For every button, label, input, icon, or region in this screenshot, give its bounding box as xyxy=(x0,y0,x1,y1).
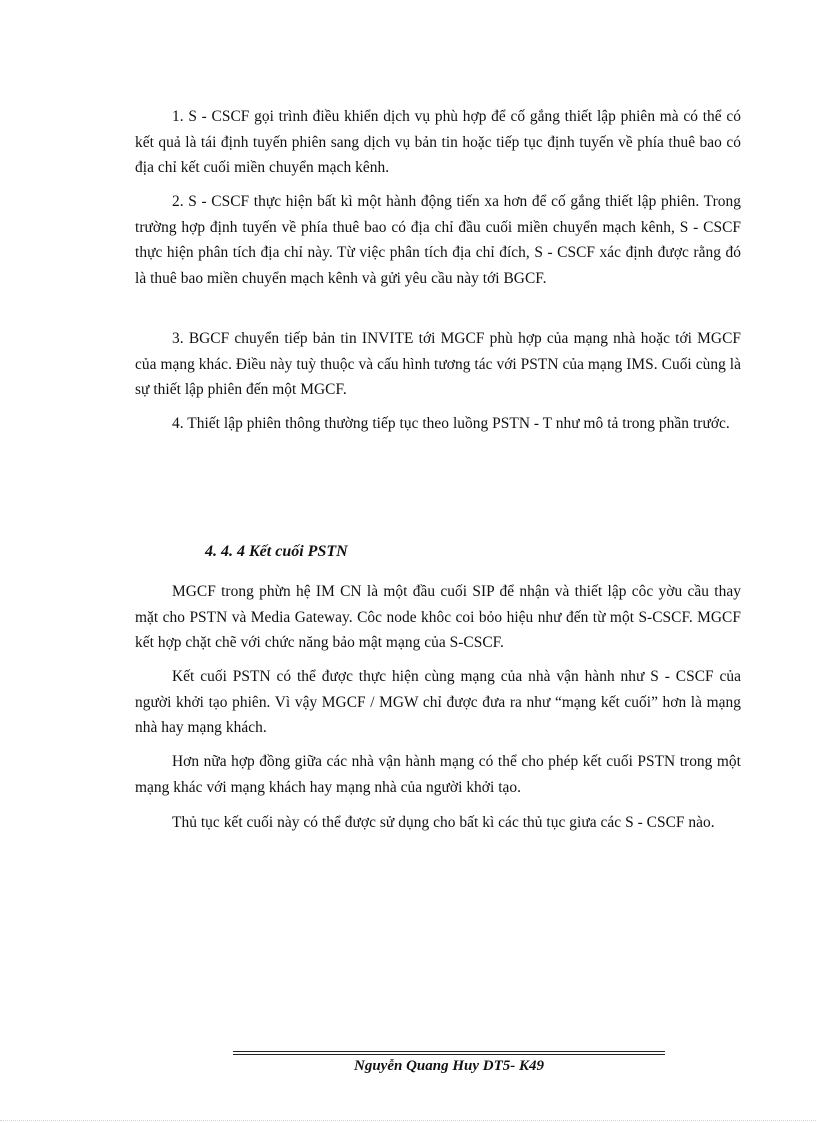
paragraph-step-1: 1. S - CSCF gọi trình điều khiển dịch vụ phù hợp để cố gắng thiết lập phiên mà có thể có kết quả là tái định tuyến phiên sang dịch vụ bản tin hoặc tiếp tục định tuyến về phía thuê bao có địa chỉ kết cuối miền chuyển mạch kênh. xyxy=(135,108,741,177)
paragraph-pstn-termination: Kết cuối PSTN có thể được thực hiện cùng mạng của nhà vận hành như S - CSCF của người khởi tạo phiên. Vì vậy MGCF / MGW chỉ được đưa ra như “mạng kết cuối” hơn là mạng nhà hay mạng khách. xyxy=(135,668,741,737)
paragraph-procedure: Thủ tục kết cuối này có thể được sử dụng cho bất kì các thủ tục giưa các S - CSCF nào. xyxy=(172,814,715,831)
footer-author: Nguyễn Quang Huy DT5- K49 xyxy=(353,1058,544,1074)
paragraph-mgcf: MGCF trong phừn hệ IM CN là một đầu cuối SIP để nhận và thiết lập côc yờu cầu thay mặt cho PSTN và Media Gateway. Côc node khôc coi bỏo hiệu như đến từ một S-CSCF. MGCF kết hợp chặt chẽ với chức năng bảo mật mạng của S-CSCF. xyxy=(135,583,741,652)
paragraph-step-2: 2. S - CSCF thực hiện bất kì một hành động tiến xa hơn để cố gắng thiết lập phiên. Trong trường hợp định tuyến về phía thuê bao có địa chỉ đầu cuối miền chuyển mạch kênh, S - CSCF thực hiện phân tích địa chỉ này. Từ việc phân tích địa chỉ đích, S - CSCF xác định được rằng đó là thuê bao miền chuyển mạch kênh và gửi yêu cầu này tới BGCF. xyxy=(135,193,741,288)
paragraph-operator-contract: Hơn nữa hợp đồng giữa các nhà vận hành mạng có thể cho phép kết cuối PSTN trong một mạng khác với mạng khách hay mạng nhà của người khởi tạo. xyxy=(135,753,741,796)
paragraph-step-3: 3. BGCF chuyển tiếp bản tin INVITE tới MGCF phù hợp của mạng nhà hoặc tới MGCF của mạng khác. Điều này tuỳ thuộc và cấu hình tương tác với PSTN của mạng IMS. Cuối cùng là sự thiết lập phiên đến một MGCF. xyxy=(135,330,741,399)
footer-divider xyxy=(233,1051,665,1055)
section-heading: 4. 4. 4 Kết cuối PSTN xyxy=(205,543,348,560)
paragraph-step-4: 4. Thiết lập phiên thông thường tiếp tục theo luồng PSTN - T như mô tả trong phần trước. xyxy=(172,415,730,432)
page-bottom-edge xyxy=(0,1120,816,1121)
